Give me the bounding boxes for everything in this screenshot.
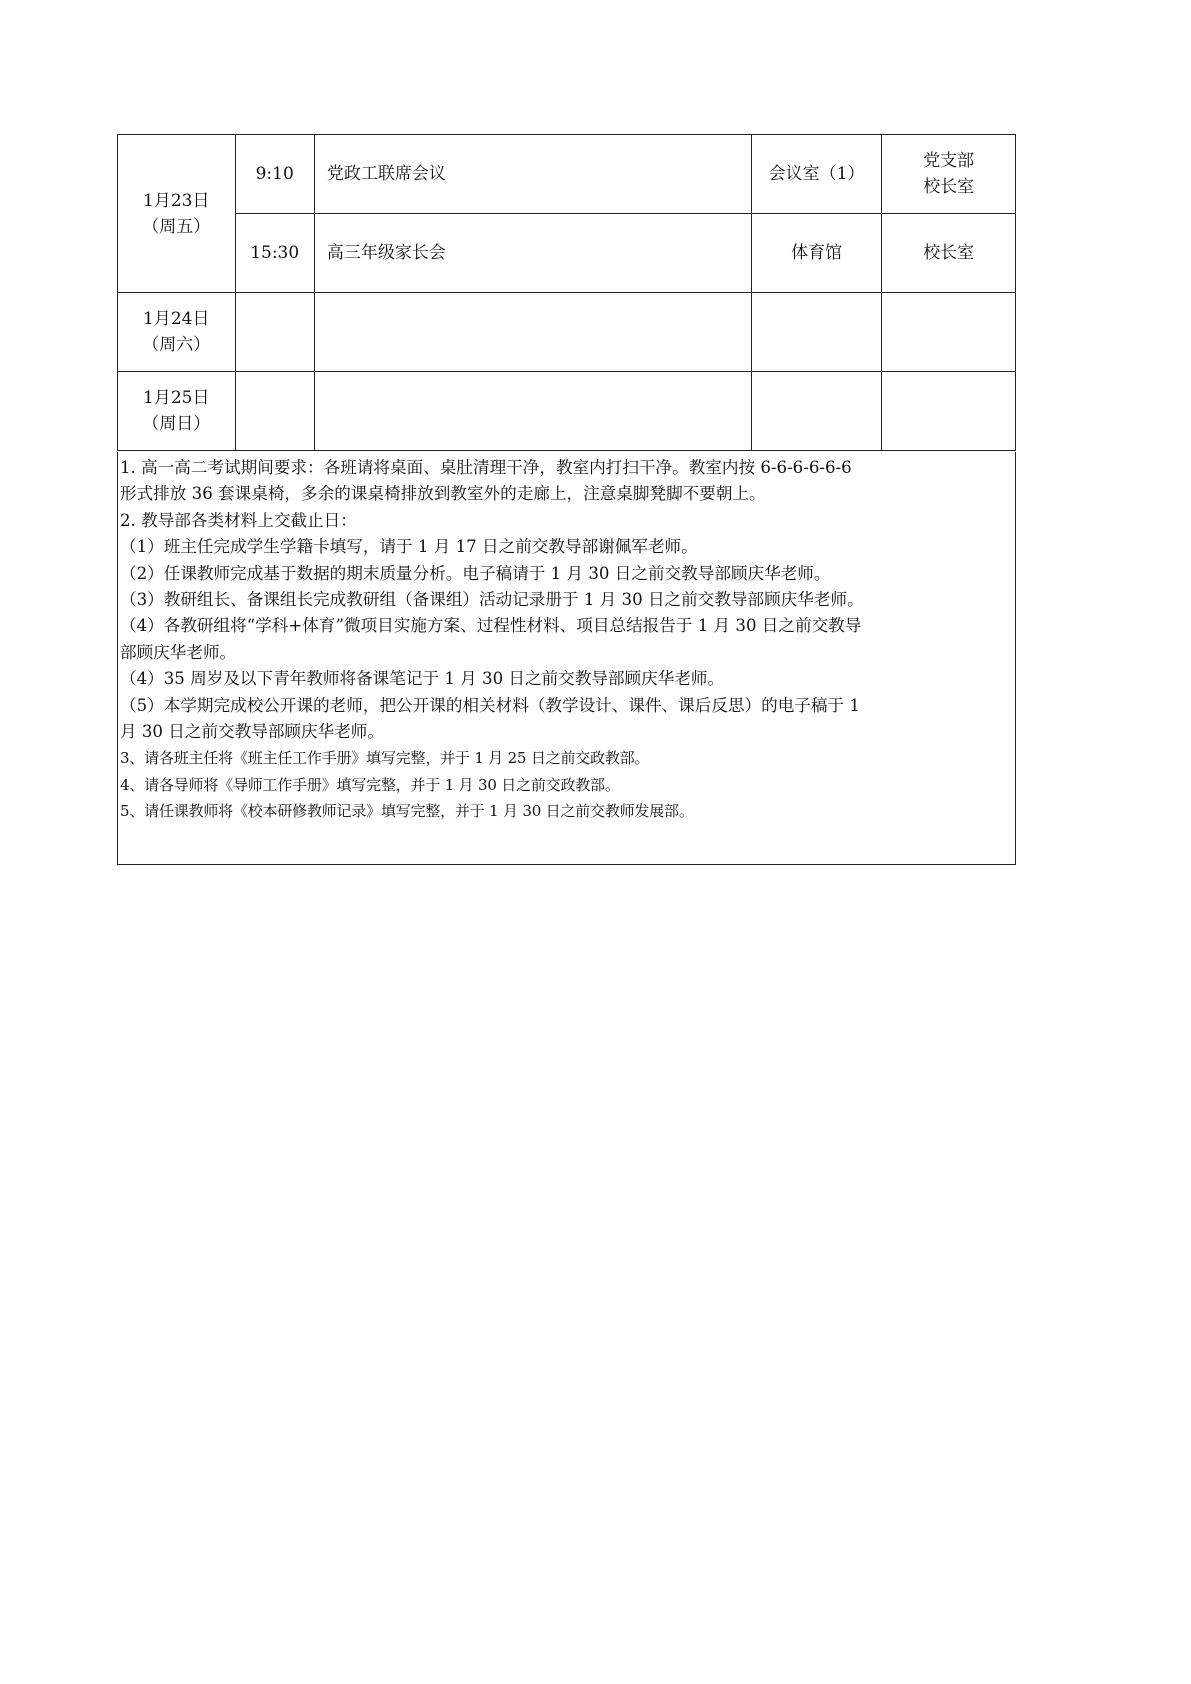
location-cell: 体育馆 [751,214,882,293]
schedule-table [117,134,1016,451]
weekday-text: （周日） [142,414,211,434]
date-cell [118,293,236,372]
table-row [118,293,1016,372]
organizer-line: 校长室 [923,177,975,197]
date-text: 1月23日 [143,190,210,211]
note-item: 4、请各导师将《导师工作手册》填写完整，并于 1 月 30 日之前交政教部。 [120,775,620,794]
event-cell: 党政工联席会议 [314,135,751,214]
note-item: （5）本学期完成校公开课的老师，把公开课的相关材料（教学设计、课件、课后反思）的电子稿于 1 [120,695,860,715]
note-item: 形式排放 36 套课桌椅，多余的课桌椅排放到教室外的走廊上，注意桌脚凳脚不要朝上。 [120,484,766,504]
organizer-cell [882,293,1016,372]
note-item: 1. 高一高二考试期间要求：各班请将桌面、桌肚清理干净，教室内打扫干净。教室内按 6-6-6-6-6-6 [120,458,852,477]
event-cell [314,293,751,372]
location-cell: 会议室（1） [751,135,882,214]
note-item: （4）35 周岁及以下青年教师将备课笔记于 1 月 30 日之前交教导部顾庆华老师。 [120,669,725,689]
organizer-cell: 校长室 [882,214,1016,293]
organizer-line: 党支部 [923,151,975,171]
date-cell [118,135,236,293]
organizer-cell [882,135,1016,214]
note-item: 部顾庆华老师。 [120,642,237,662]
time-cell: 15:30 [235,214,314,293]
note-item: （4）各教研组将“学科+体育”微项目实施方案、过程性材料、项目总结报告于 1 月 30 日之前交教导 [120,616,862,636]
weekday-text: （周六） [142,335,211,355]
weekday-text: （周五） [142,216,211,237]
note-item: 月 30 日之前交教导部顾庆华老师。 [120,722,384,742]
date-text: 1月24日 [143,309,210,329]
event-cell: 高三年级家长会 [314,214,751,293]
note-item: 3、请各班主任将《班主任工作手册》填写完整，并于 1 月 25 日之前交政教部。 [120,749,650,768]
table-row [118,135,1016,214]
note-item: （3）教研组长、备课组长完成教研组（备课组）活动记录册于 1 月 30 日之前交教导部顾庆华老师。 [120,590,864,610]
event-cell [314,372,751,451]
location-cell [751,293,882,372]
time-cell [235,372,314,451]
table-row [118,372,1016,451]
note-item: 5、请任课教师将《校本研修教师记录》填写完整，并于 1 月 30 日之前交教师发展部。 [120,802,694,821]
table-row [118,214,1016,293]
date-cell [118,372,236,451]
note-item: （2）任课教师完成基于数据的期末质量分析。电子稿请于 1 月 30 日之前交教导部顾庆华老师。 [120,563,831,583]
note-item: （1）班主任完成学生学籍卡填写，请于 1 月 17 日之前交教导部谢佩军老师。 [120,537,698,557]
time-cell [235,293,314,372]
time-cell: 9:10 [235,135,314,214]
note-item: 2. 教导部各类材料上交截止日： [120,510,357,530]
date-text: 1月25日 [143,388,210,408]
location-cell [751,372,882,451]
notes-section [117,452,1016,865]
organizer-cell [882,372,1016,451]
